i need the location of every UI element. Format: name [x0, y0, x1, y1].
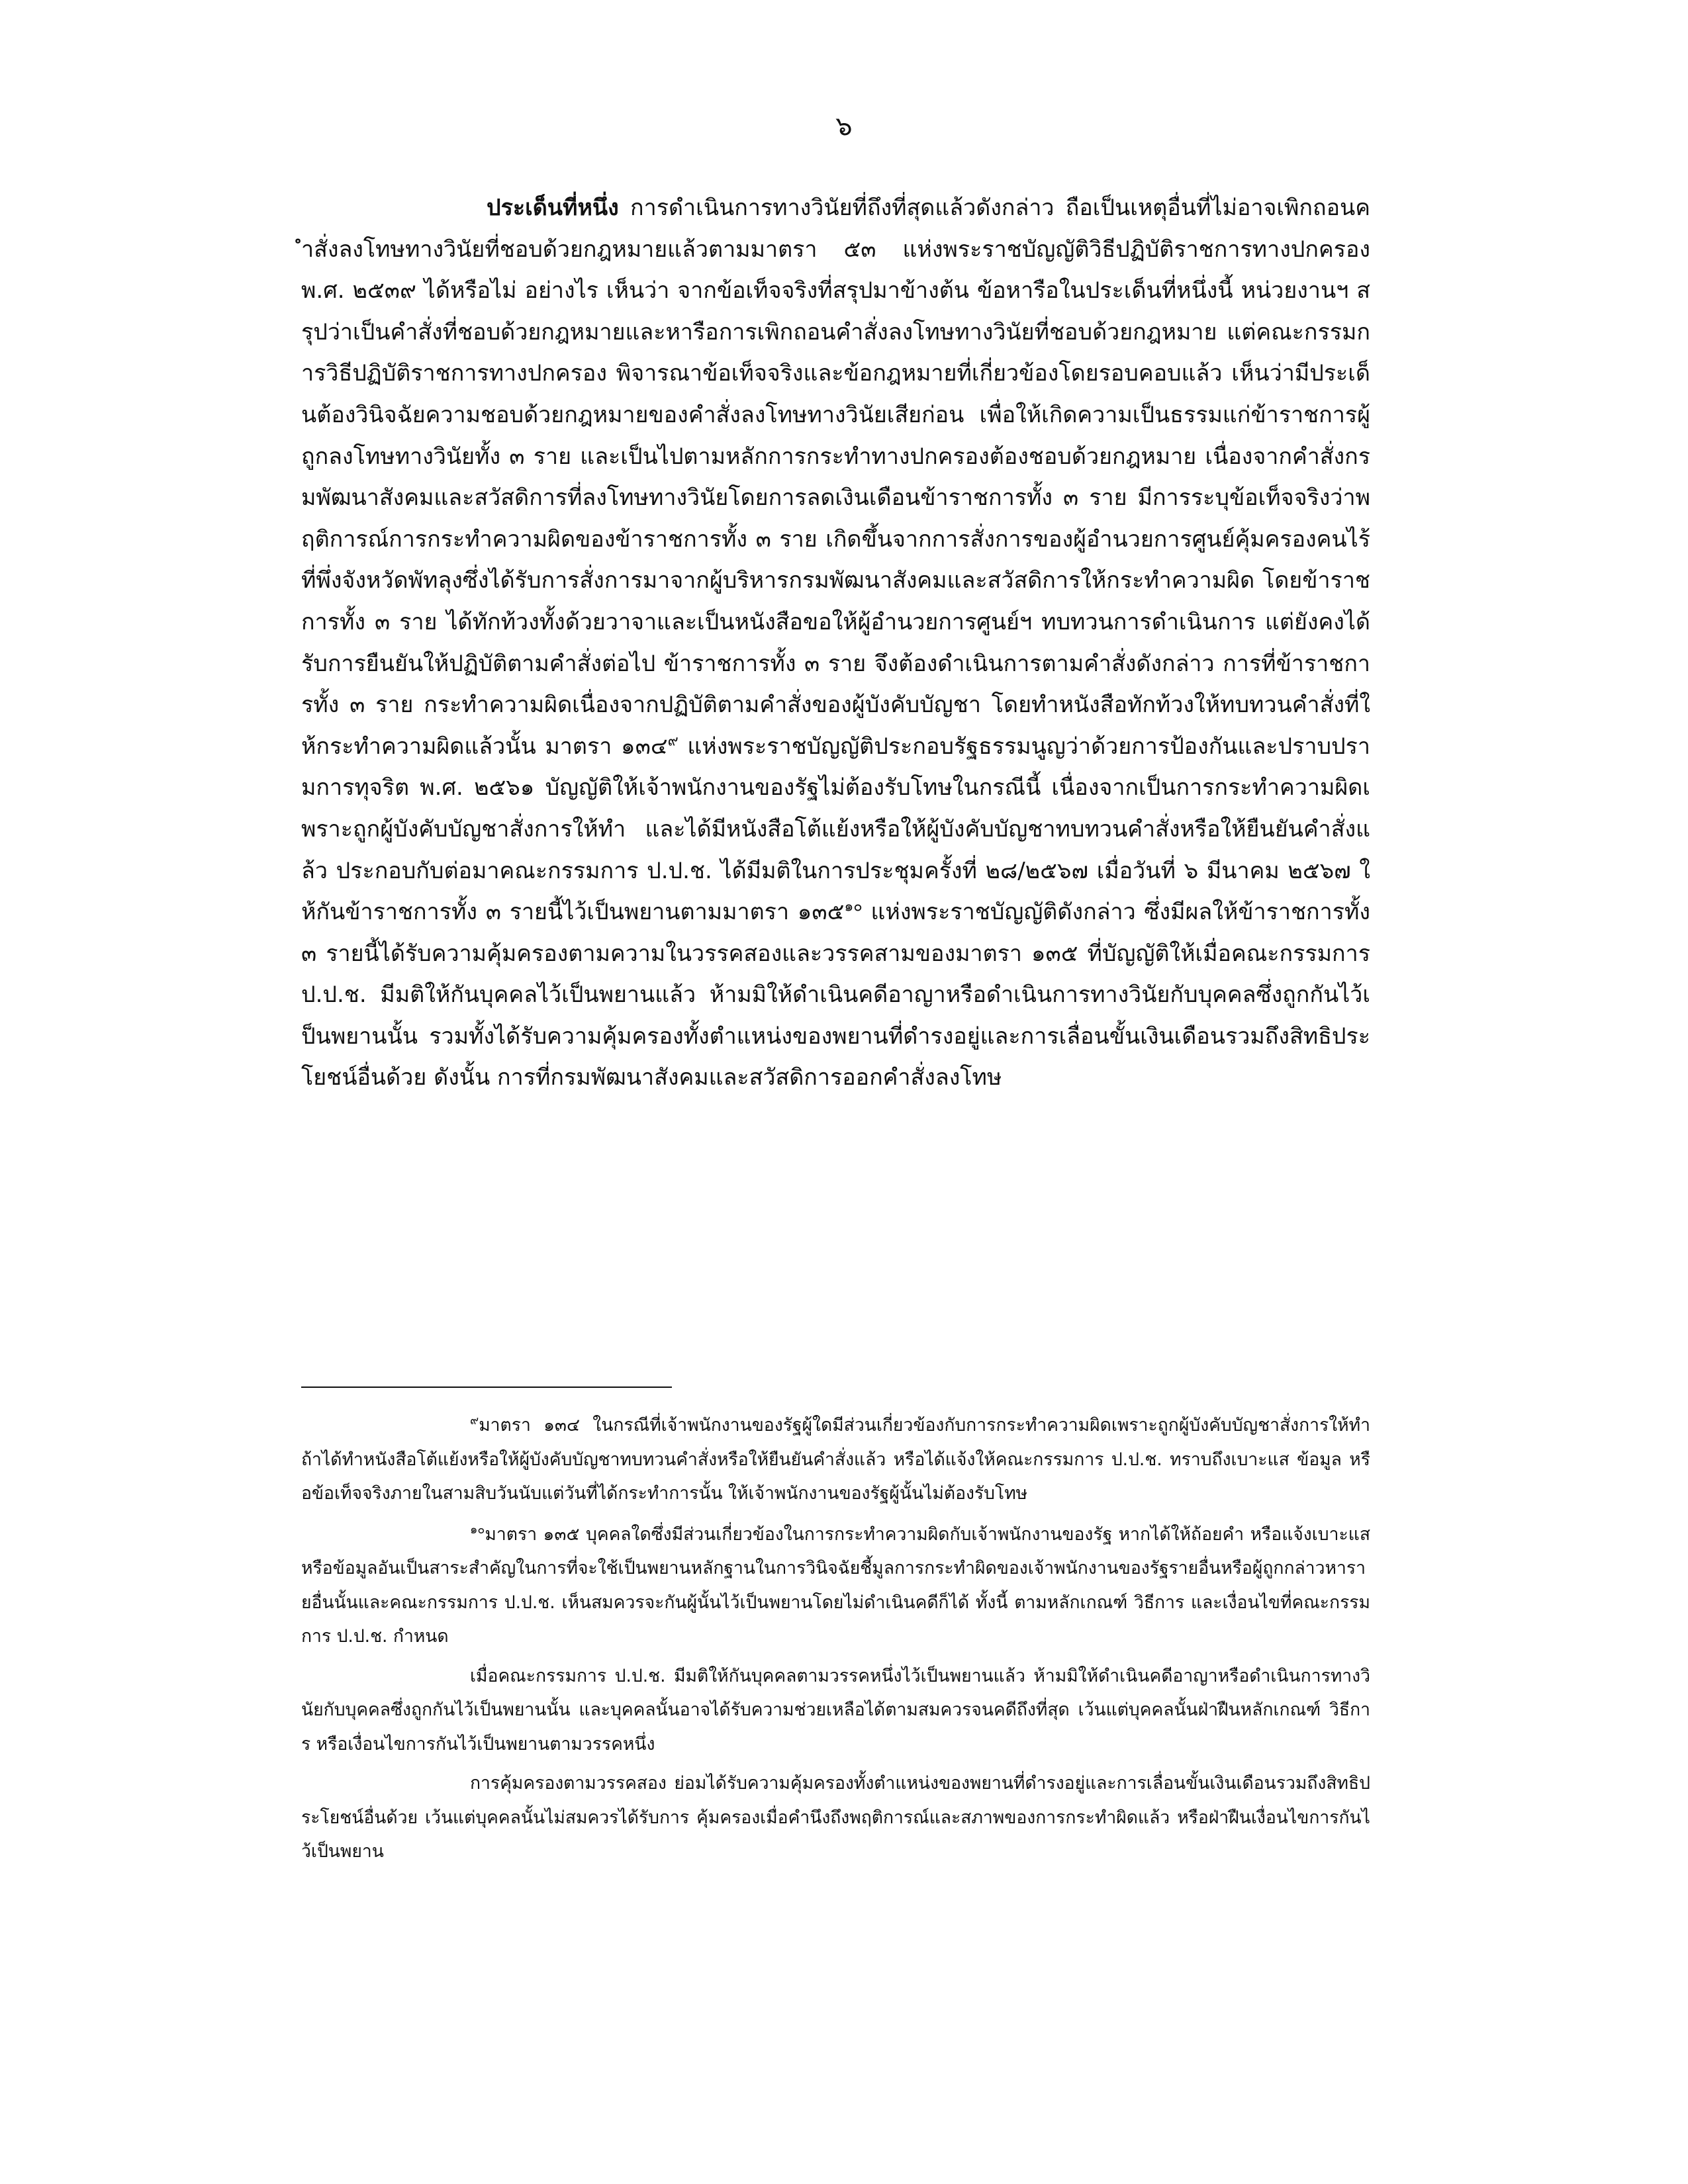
footnote-9 — [301, 1408, 1370, 1511]
body-text-part-3: แห่งพระราชบัญญัติดังกล่าว ซึ่งมีผลให้ข้าราชการทั้ง ๓ รายนี้ได้รับความคุ้มครองตามความในวรรคสองและวรรคสามของมาตรา ๑๓๕ ที่บัญญัติให้เมื่อคณะกรรมการ ป.ป.ช. มีมติให้กันบุคคลไว้เป็นพยานแล้ว ห้ามมิให้ดำเนินคดีอาญาหรือดำเนินการทางวินัยกับบุคคลซึ่งถูกกันไว้เป็นพยานนั้น รวมทั้งได้รับความคุ้มครองทั้งตำแหน่งของพยานที่ดำรงอยู่และการเลื่อนขั้นเงินเดือนรวมถึงสิทธิประโยชน์อื่นด้วย ดังนั้น การที่กรมพัฒนาสังคมและสวัสดิการออกคำสั่งลงโทษ — [301, 899, 1370, 1091]
footnote-10-paragraph-3: การคุ้มครองตามวรรคสอง ย่อมได้รับความคุ้มครองทั้งตำแหน่งของพยานที่ดำรงอยู่และการเลื่อนขั้นเงินเดือนรวมถึงสิทธิประโยชน์อื่นด้วย เว้นแต่บุคคลนั้นไม่สมควรได้รับการ คุ้มครองเมื่อคำนึงถึงพฤติการณ์และสภาพของการกระทำผิดแล้ว หรือฝ่าฝืนเงื่อนไขการกันไว้เป็นพยาน — [301, 1773, 1370, 1862]
body-text-part-2: แห่งพระราชบัญญัติประกอบรัฐธรรมนูญว่าด้วยการป้องกันและปราบปรามการทุจริต พ.ศ. ๒๕๖๑ บัญญัติให้เจ้าพนักงานของรัฐไม่ต้องรับโทษในกรณีนี้ เนื่องจากเป็นการกระทำความผิดเพราะถูกผู้บังคับบัญชาสั่งการให้ทำ และได้มีหนังสือโต้แย้งหรือให้ผู้บังคับบัญชาทบทวนคำสั่งหรือให้ยืนยันคำสั่งแล้ว ประกอบกับต่อมาคณะกรรมการ ป.ป.ช. ได้มีมติในการประชุมครั้งที่ ๒๘/๒๕๖๗ เมื่อวันที่ ๖ มีนาคม ๒๕๖๗ ให้กันข้าราชการทั้ง ๓ รายนี้ไว้เป็นพยานตามมาตรา ๑๓๕ — [301, 733, 1370, 926]
footnote-marker-9: ๙ — [470, 1414, 479, 1428]
footnote-10-text: มาตรา ๑๓๕ บุคคลใดซึ่งมีส่วนเกี่ยวข้องในการกระทำความผิดกับเจ้าพนักงานของรัฐ หากได้ให้ถ้อยคำ หรือแจ้งเบาะแสหรือข้อมูลอันเป็นสาระสำคัญในการที่จะใช้เป็นพยานหลักฐานในการวินิจฉัยชี้มูลการกระทำผิดของเจ้าพนักงานของรัฐรายอื่นหรือผู้ถูกกล่าวหารายอื่นนั้นและคณะกรรมการ ป.ป.ช. เห็นสมควรจะกันผู้นั้นไว้เป็นพยานโดยไม่ดำเนินคดีก็ได้ ทั้งนี้ ตามหลักเกณฑ์ วิธีการ และเงื่อนไขที่คณะกรรมการ ป.ป.ช. กำหนด — [301, 1524, 1370, 1647]
footnote-10-paragraph-2: เมื่อคณะกรรมการ ป.ป.ช. มีมติให้กันบุคคลตามวรรคหนึ่งไว้เป็นพยานแล้ว ห้ามมิให้ดำเนินคดีอาญาหรือดำเนินการทางวินัยกับบุคคลซึ่งถูกกันไว้เป็นพยานนั้น และบุคคลนั้นอาจได้รับความช่วยเหลือได้ตามสมควรจนคดีถึงที่สุด เว้นแต่บุคคลนั้นฝ่าฝืนหลักเกณฑ์ วิธีการ หรือเงื่อนไขการกันไว้เป็นพยานตามวรรคหนึ่ง — [301, 1665, 1370, 1754]
footnote-ref-9: ๙ — [667, 733, 679, 750]
footnote-marker-10: ๑๐ — [470, 1522, 485, 1537]
page-number: ๖ — [835, 111, 853, 142]
footnote-ref-10: ๑๐ — [844, 898, 863, 915]
footnote-separator — [301, 1387, 672, 1388]
body-text-part-1: การดำเนินการทางวินัยที่ถึงที่สุดแล้วดังกล่าว ถือเป็นเหตุอื่นที่ไม่อาจเพิกถอนคำสั่งลงโทษทางวินัยที่ชอบด้วยกฎหมายแล้วตามมาตรา ๕๓ แห่งพระราชบัญญัติวิธีปฏิบัติราชการทางปกครอง พ.ศ. ๒๕๓๙ ได้หรือไม่ อย่างไร เห็นว่า จากข้อเท็จจริงที่สรุปมาข้างต้น ข้อหารือในประเด็นที่หนึ่งนี้ หน่วยงานฯ สรุปว่าเป็นคำสั่งที่ชอบด้วยกฎหมายและหารือการเพิกถอนคำสั่งลงโทษทางวินัยที่ชอบด้วยกฎหมาย แต่คณะกรรมการวิธีปฏิบัติราชการทางปกครอง พิจารณาข้อเท็จจริงและข้อกฎหมายที่เกี่ยวข้องโดยรอบคอบแล้ว เห็นว่ามีประเด็นต้องวินิจฉัยความชอบด้วยกฎหมายของคำสั่งลงโทษทางวินัยเสียก่อน เพื่อให้เกิดความเป็นธรรมแก่ข้าราชการผู้ถูกลงโทษทางวินัยทั้ง ๓ ราย และเป็นไปตามหลักการกระทำทางปกครองต้องชอบด้วยกฎหมาย เนื่องจากคำสั่งกรมพัฒนาสังคมและสวัสดิการที่ลงโทษทางวินัยโดยการลดเงินเดือนข้าราชการทั้ง ๓ ราย มีการระบุข้อเท็จจริงว่าพฤติการณ์การกระทำความผิดของข้าราชการทั้ง ๓ ราย เกิดขึ้นจากการสั่งการของผู้อำนวยการศูนย์คุ้มครองคนไร้ที่พึ่งจังหวัดพัทลุงซึ่งได้รับการสั่งการมาจากผู้บริหารกรมพัฒนาสังคมและสวัสดิการให้กระทำความผิด โดยข้าราชการทั้ง ๓ ราย ได้ทักท้วงทั้งด้วยวาจาและเป็นหนังสือขอให้ผู้อำนวยการศูนย์ฯ ทบทวนการดำเนินการ แต่ยังคงได้รับการยืนยันให้ปฏิบัติตามคำสั่งต่อไป ข้าราชการทั้ง ๓ ราย จึงต้องดำเนินการตามคำสั่งดังกล่าว การที่ข้าราชการทั้ง ๓ ราย กระทำความผิดเนื่องจากปฏิบัติตามคำสั่งของผู้บังคับบัญชา โดยทำหนังสือทักท้วงให้ทบทวนคำสั่งที่ให้กระทำความผิดแล้วนั้น มาตรา ๑๓๔ — [301, 195, 1370, 760]
main-body — [301, 187, 1370, 1099]
issue-heading: ประเด็นที่หนึ่ง — [487, 195, 619, 221]
body-paragraph — [301, 187, 1370, 1099]
footnote-9-text: มาตรา ๑๓๔ ในกรณีที่เจ้าพนักงานของรัฐผู้ใดมีส่วนเกี่ยวข้องกับการกระทำความผิดเพราะถูกผู้บังคับบัญชาสั่งการให้ทำ ถ้าได้ทำหนังสือโต้แย้งหรือให้ผู้บังคับบัญชาทบทวนคำสั่งหรือให้ยืนยันคำสั่งแล้ว หรือได้แจ้งให้คณะกรรมการ ป.ป.ช. ทราบถึงเบาะแส ข้อมูล หรือข้อเท็จจริงภายในสามสิบวันนับแต่วันที่ได้กระทำการนั้น ให้เจ้าพนักงานของรัฐผู้นั้นไม่ต้องรับโทษ — [301, 1415, 1370, 1504]
footnotes — [301, 1408, 1370, 1869]
footnote-10 — [301, 1518, 1370, 1654]
